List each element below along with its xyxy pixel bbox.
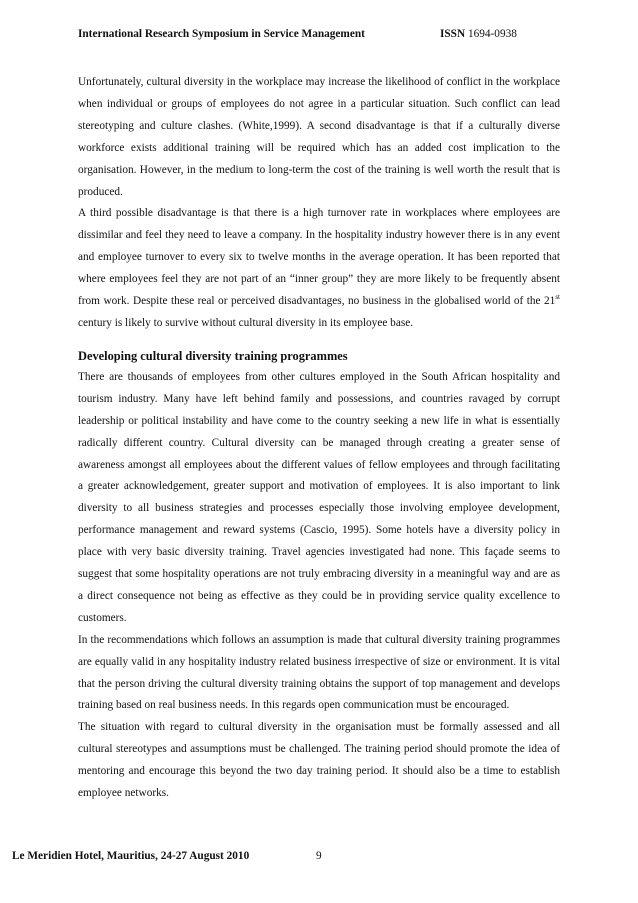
paragraph-2 [78, 203, 560, 334]
section-heading: Developing cultural diversity training programmes [78, 348, 348, 363]
paragraph-5: The situation with regard to cultural diversity in the organisation must be formally assessed and all cultural stereotypes and assumptions must be challenged. The training period should promote the idea of mentoring and encourage this beyond the two day training period. It should also be a time to establish employee networks. [78, 721, 560, 800]
paragraph-2-text: A third possible disadvantage is that there is a high turnover rate in workplaces where employees are dissimilar and feel they need to leave a company. In the hospitality industry however there is in any event and employee turnover to every six to twelve months in the average operation. It has been reported that where employees feel they are not part of an “inner group” they are more likely to be frequently absent from work. Despite these real or perceived disadvantages, no business in the globalised world of the 21 [78, 207, 560, 308]
paragraph-3: There are thousands of employees from other cultures employed in the South African hospitality and tourism industry. Many have left behind family and possessions, and countries ravaged by corrupt leadership or political instability and have come to the country seeking a new life in what is essentially radically different country. Cultural diversity can be managed through creating a greater sense of awareness amongst all employees about the different values of fellow employees and through facilitating a greater acknowledgement, greater support and motivation of employees. It is also important to link diversity to all business strategies and processes especially those involving employee development, performance management and reward systems (Cascio, 1995). Some hotels have a diversity policy in place with very basic diversity training. Travel agencies investigated had none. This façade seems to suggest that some hospitality operations are not truly embracing diversity in a meaningful way and are as a direct consequence not being as effective as they could be in providing service quality excellence to customers. [78, 370, 560, 624]
article-body [78, 72, 560, 805]
conference-venue: Le Meridien Hotel, Mauritius, 24-27 August 2010 [12, 850, 250, 862]
issn-number: 1694-0938 [467, 28, 517, 40]
ordinal-suffix: st [555, 293, 560, 302]
paragraph-1: Unfortunately, cultural diversity in the workplace may increase the likelihood of conflict in the workplace when individual or groups of employees do not agree in a particular situation. Such conflict can lead stereotyping and culture clashes. (White,1999). A second disadvantage is that if a culturally diverse workforce exists additional training will be required which has an added cost implication to the organisation. However, in the medium to long-term the cost of the training is well worth the result that is produced. [78, 76, 560, 198]
journal-title: International Research Symposium in Service Management [78, 28, 365, 40]
page-header [78, 28, 558, 48]
issn [440, 28, 517, 40]
paragraph-4: In the recommendations which follows an assumption is made that cultural diversity training programmes are equally valid in any hospitality industry related business irrespective of size or environment. It is vital that the person driving the cultural diversity training obtains the support of top management and develops training based on real business needs. In this regards open communication must be encouraged. [78, 633, 560, 712]
page-footer [12, 850, 342, 868]
page-number: 9 [316, 850, 322, 862]
paragraph-2-text-end: century is likely to survive without cultural diversity in its employee base. [78, 316, 414, 329]
issn-label: ISSN [440, 28, 466, 40]
